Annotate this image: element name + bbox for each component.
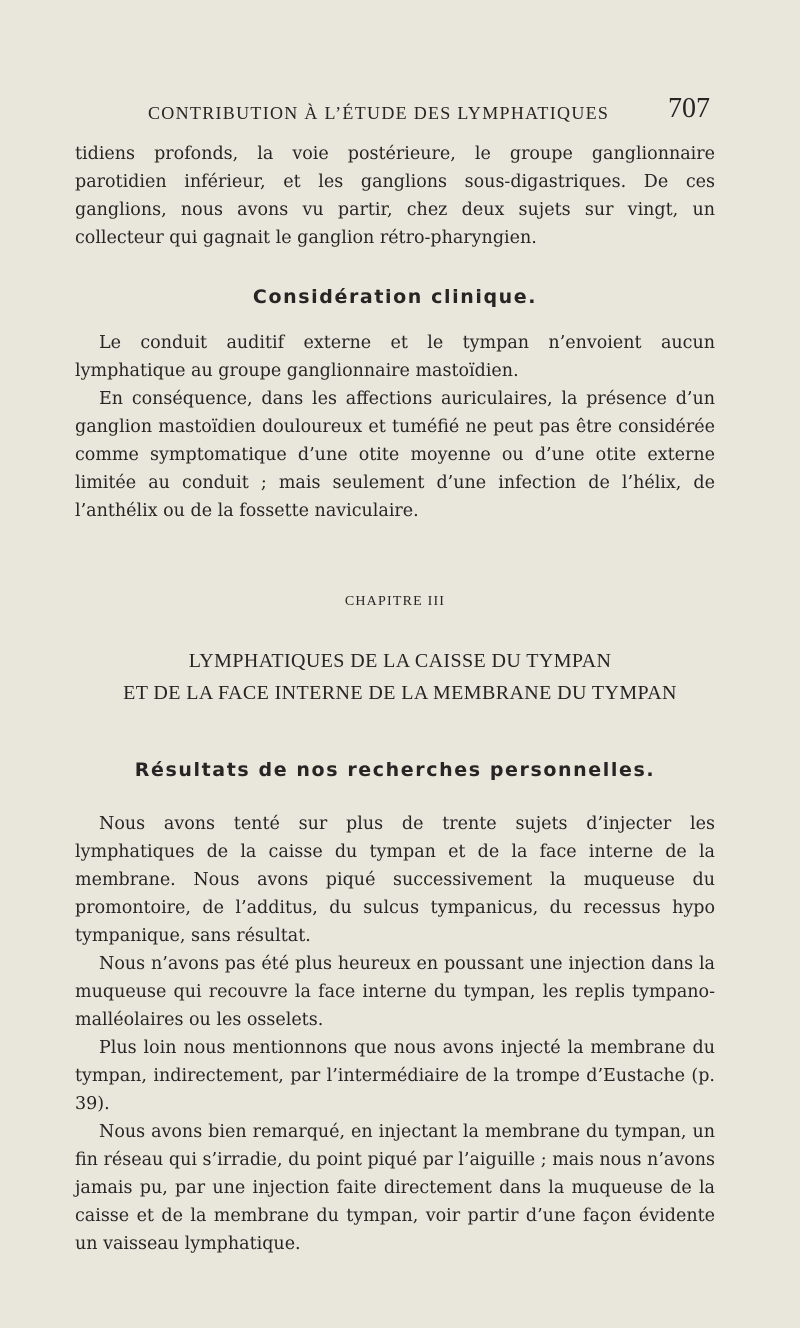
paragraph: tidiens profonds, la voie postérieure, le groupe ganglionnaire parotidien inférieur, et les ganglions sous-digastriques. De ces ganglions, nous avons vu partir, chez deux sujets sur vingt, un collecteur qui gagnait le ganglion rétro-pharyngien. bbox=[75, 144, 715, 248]
heading-resultats: Résultats de nos recherches personnelles. bbox=[134, 759, 656, 781]
chapter-label: CHAPITRE III bbox=[344, 594, 446, 609]
chapter-title-line-1: LYMPHATIQUES DE LA CAISSE DU TYMPAN bbox=[188, 650, 612, 672]
paragraph: Nous avons tenté sur plus de trente sujets d’injecter les lymphatiques de la caisse du tympan et de la face interne de la membrane. Nous avons piqué successivement la muqueuse du promontoire, de l’additus, du sulcus tympanicus, du recessus hypo tympanique, sans résultat. bbox=[75, 814, 715, 946]
paragraph: Nous avons bien remarqué, en injectant la membrane du tympan, un fin réseau qui s’irradie, du point piqué par l’aiguille ; mais nous n’avons jamais pu, par une injection faite directement dans la muqueuse de la caisse et de la membrane du tympan, voir partir d’une façon évidente un vaisseau lymphatique. bbox=[75, 1122, 715, 1254]
paragraph: Le conduit auditif externe et le tympan n’envoient aucun lymphatique au groupe ganglionnaire mastoïdien. bbox=[75, 333, 715, 381]
section-1-text bbox=[75, 140, 715, 252]
page-header bbox=[148, 93, 714, 129]
section-3-text bbox=[75, 810, 715, 1258]
paragraph: Plus loin nous mentionnons que nous avons injecté la membrane du tympan, indirectement, par l’intermédiaire de la trompe d’Eustache (p. 39). bbox=[75, 1038, 715, 1114]
section-2-text bbox=[75, 329, 715, 525]
heading-consideration-clinique: Considération clinique. bbox=[252, 286, 538, 308]
chapter-title-line-2: ET DE LA FACE INTERNE DE LA MEMBRANE DU TYMPAN bbox=[123, 682, 677, 704]
running-title: CONTRIBUTION À L’ÉTUDE DES LYMPHATIQUES bbox=[148, 103, 610, 123]
chapter-title bbox=[40, 645, 760, 709]
page-number: 707 bbox=[668, 93, 710, 124]
paragraph: En conséquence, dans les affections auriculaires, la présence d’un ganglion mastoïdien douloureux et tuméfié ne peut pas être considérée comme symptomatique d’une otite moyenne ou d’une otite externe limitée au conduit ; mais seulement d’une infection de l’hélix, de l’anthélix ou de la fossette naviculaire. bbox=[75, 389, 715, 521]
paragraph: Nous n’avons pas été plus heureux en poussant une injection dans la muqueuse qui recouvre la face interne du tympan, les replis tympano-malléolaires ou les osselets. bbox=[75, 954, 715, 1030]
